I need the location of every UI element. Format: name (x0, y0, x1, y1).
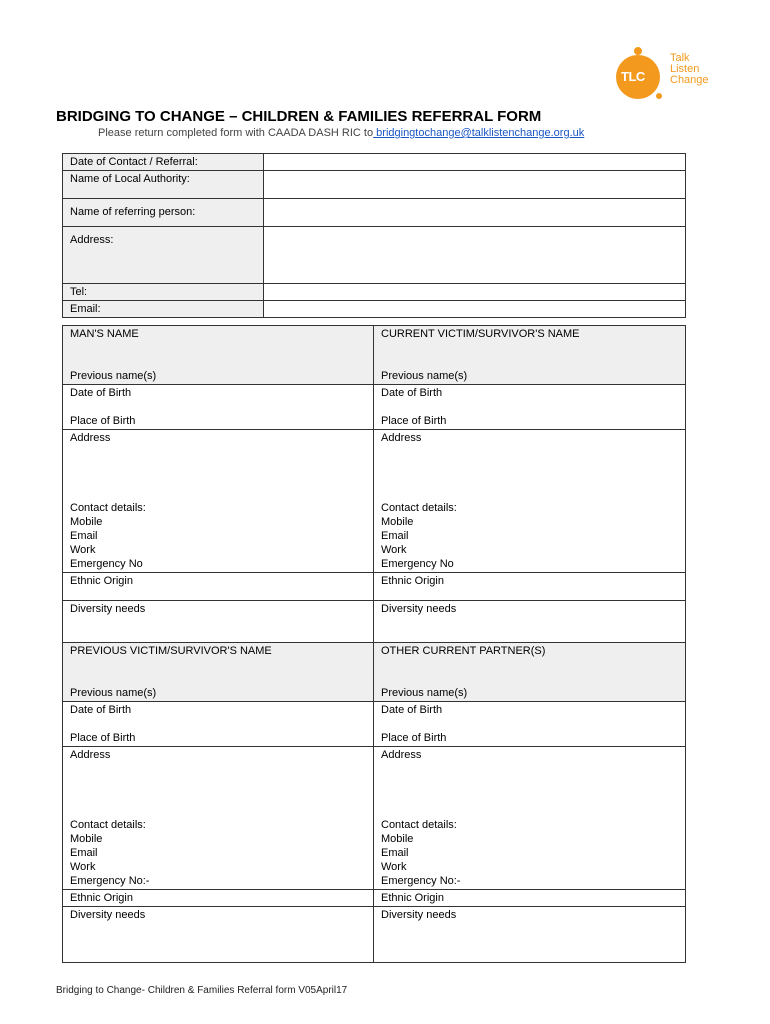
page-footer: Bridging to Change- Children & Families Referral form V05April17 (56, 985, 348, 996)
previous-victim-diversity-cell[interactable] (63, 907, 374, 963)
diversity-needs-label: Diversity needs (70, 909, 146, 921)
logo-dot (634, 47, 642, 55)
emergency-label: Emergency No (70, 558, 143, 570)
current-victim-header: CURRENT VICTIM/SURVIVOR'S NAME (381, 328, 580, 340)
tel-label: Tel: (63, 284, 264, 301)
man-name-header: MAN'S NAME (70, 328, 139, 340)
place-of-birth-label: Place of Birth (70, 732, 136, 744)
work-label: Work (70, 861, 96, 873)
work-label: Work (381, 544, 407, 556)
referring-person-label: Name of referring person: (63, 199, 264, 227)
referring-person-field[interactable] (264, 199, 686, 227)
return-email-link[interactable]: bridgingtochange@talklistenchange.org.uk (373, 127, 585, 139)
current-victim-name-cell[interactable] (374, 326, 686, 385)
form-subtitle (98, 127, 584, 139)
contact-details-label: Contact details: (381, 819, 457, 831)
other-partner-header: OTHER CURRENT PARTNER(S) (381, 645, 546, 657)
emergency-label: Emergency No:- (70, 875, 150, 887)
man-ethnic-cell[interactable] (63, 573, 374, 601)
logo-words (670, 53, 709, 86)
local-authority-label: Name of Local Authority: (63, 171, 264, 199)
mobile-label: Mobile (381, 833, 414, 845)
return-instruction: Please return completed form with CAADA DASH RIC to (98, 127, 374, 139)
other-partner-dob-cell[interactable] (374, 702, 686, 747)
previous-victim-ethnic-cell[interactable] (63, 890, 374, 907)
email-label: Email (70, 530, 98, 542)
address-label: Address (70, 432, 111, 444)
other-partner-diversity-cell[interactable] (374, 907, 686, 963)
mobile-label: Mobile (70, 516, 103, 528)
previous-names-label: Previous name(s) (381, 370, 468, 382)
other-partner-address-cell[interactable] (374, 747, 686, 890)
email-label: Email (381, 847, 409, 859)
other-partner-name-cell[interactable] (374, 643, 686, 702)
man-address-cell[interactable] (63, 430, 374, 573)
previous-names-label: Previous name(s) (381, 687, 468, 699)
dob-label: Date of Birth (70, 387, 132, 399)
mobile-label: Mobile (70, 833, 103, 845)
contact-details-label: Contact details: (70, 819, 146, 831)
emergency-label: Emergency No (381, 558, 454, 570)
logo-word: Listen (670, 63, 700, 75)
form-title: BRIDGING TO CHANGE – CHILDREN & FAMILIES REFERRAL FORM (56, 108, 542, 125)
man-dob-cell[interactable] (63, 385, 374, 430)
place-of-birth-label: Place of Birth (70, 415, 136, 427)
man-diversity-cell[interactable] (63, 601, 374, 643)
date-of-contact-label: Date of Contact / Referral: (63, 154, 264, 171)
tel-field[interactable] (264, 284, 686, 301)
previous-victim-name-cell[interactable] (63, 643, 374, 702)
diversity-needs-label: Diversity needs (381, 603, 457, 615)
logo-dot (656, 93, 662, 99)
work-label: Work (70, 544, 96, 556)
address-label: Address: (63, 227, 264, 284)
other-partner-ethnic-cell[interactable] (374, 890, 686, 907)
email-label: Email: (63, 301, 264, 318)
address-field[interactable] (264, 227, 686, 284)
logo-word: Change (670, 74, 709, 86)
current-victim-ethnic-cell[interactable] (374, 573, 686, 601)
ethnic-origin-label: Ethnic Origin (381, 575, 444, 587)
logo-abbr: TLC (621, 69, 645, 84)
place-of-birth-label: Place of Birth (381, 732, 447, 744)
previous-victim-header: PREVIOUS VICTIM/SURVIVOR'S NAME (70, 645, 272, 657)
previous-names-label: Previous name(s) (70, 370, 157, 382)
contact-details-label: Contact details: (70, 502, 146, 514)
ethnic-origin-label: Ethnic Origin (381, 892, 444, 904)
emergency-label: Emergency No:- (381, 875, 461, 887)
previous-names-label: Previous name(s) (70, 687, 157, 699)
email-label: Email (70, 847, 98, 859)
current-victim-dob-cell[interactable] (374, 385, 686, 430)
logo-word: Talk (670, 52, 690, 64)
dob-label: Date of Birth (381, 704, 443, 716)
tlc-logo (616, 47, 716, 103)
referral-details-table (62, 153, 686, 318)
contact-details-label: Contact details: (381, 502, 457, 514)
dob-label: Date of Birth (70, 704, 132, 716)
mobile-label: Mobile (381, 516, 414, 528)
address-label: Address (381, 749, 422, 761)
previous-victim-dob-cell[interactable] (63, 702, 374, 747)
email-field[interactable] (264, 301, 686, 318)
address-label: Address (381, 432, 422, 444)
people-details-table (62, 325, 686, 963)
work-label: Work (381, 861, 407, 873)
current-victim-diversity-cell[interactable] (374, 601, 686, 643)
ethnic-origin-label: Ethnic Origin (70, 892, 133, 904)
diversity-needs-label: Diversity needs (70, 603, 146, 615)
man-name-cell[interactable] (63, 326, 374, 385)
date-of-contact-field[interactable] (264, 154, 686, 171)
dob-label: Date of Birth (381, 387, 443, 399)
local-authority-field[interactable] (264, 171, 686, 199)
ethnic-origin-label: Ethnic Origin (70, 575, 133, 587)
email-label: Email (381, 530, 409, 542)
place-of-birth-label: Place of Birth (381, 415, 447, 427)
previous-victim-address-cell[interactable] (63, 747, 374, 890)
address-label: Address (70, 749, 111, 761)
current-victim-address-cell[interactable] (374, 430, 686, 573)
diversity-needs-label: Diversity needs (381, 909, 457, 921)
